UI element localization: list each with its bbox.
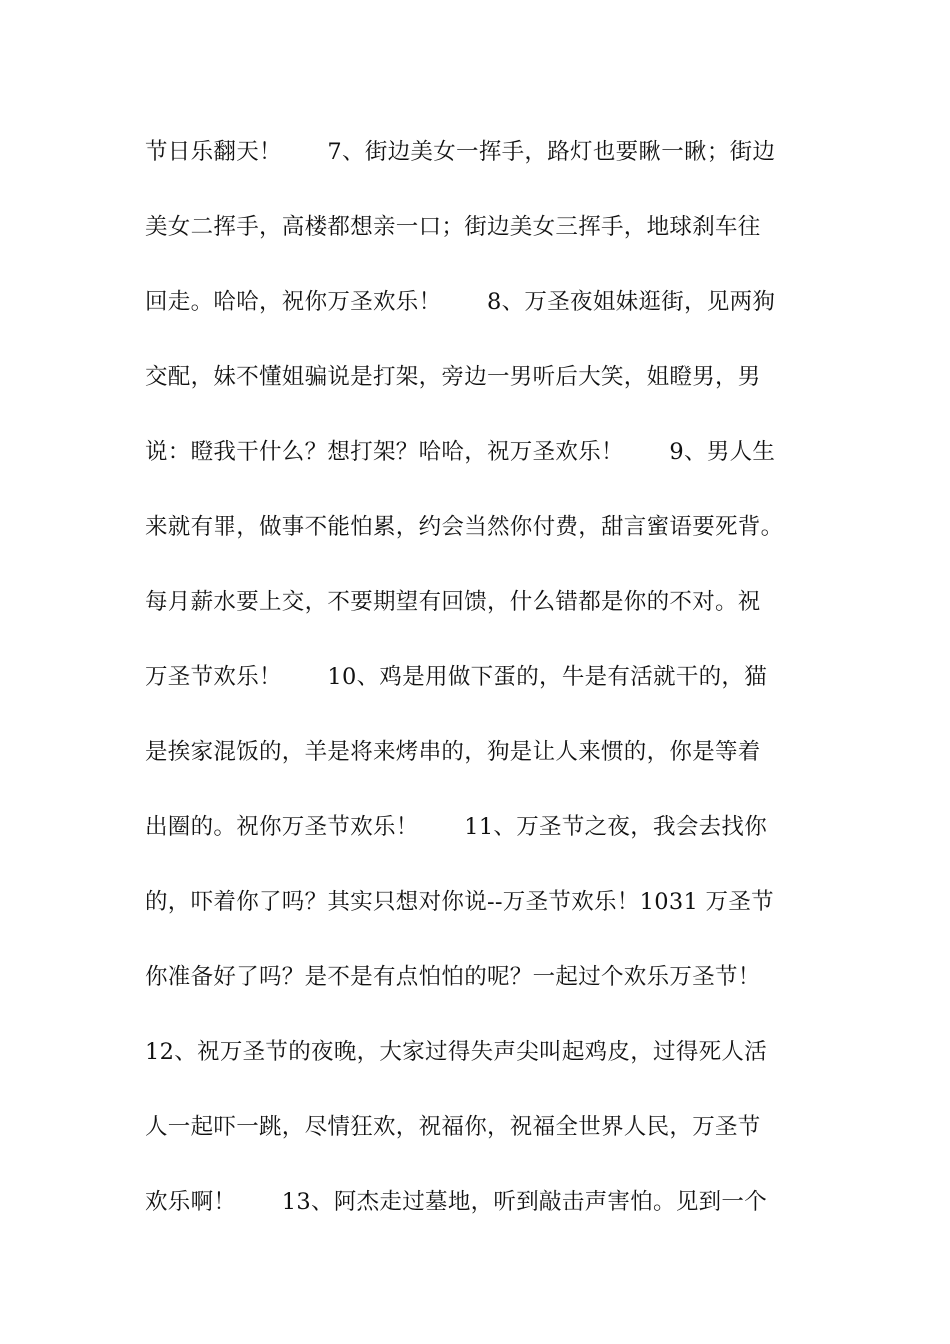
text-line: 出圈的。祝你万圣节欢乐！ 11、万圣节之夜，我会去找你 <box>145 814 768 840</box>
text-line: 是挨家混饭的，羊是将来烤串的，狗是让人来惯的，你是等着 <box>145 739 761 765</box>
text-line: 交配，妹不懂姐骗说是打架，旁边一男听后大笑，姐瞪男，男 <box>145 364 761 390</box>
text-line: 来就有罪，做事不能怕累，约会当然你付费，甜言蜜语要死背。 <box>145 514 784 540</box>
text-line: 的，吓着你了吗？其实只想对你说--万圣节欢乐！1031 万圣节 <box>145 889 774 915</box>
text-line: 欢乐啊！ 13、阿杰走过墓地，听到敲击声害怕。见到一个 <box>145 1189 768 1215</box>
text-line: 人一起吓一跳，尽情狂欢，祝福你，祝福全世界人民，万圣节 <box>145 1114 761 1140</box>
text-line: 万圣节欢乐！ 10、鸡是用做下蛋的，牛是有活就干的，猫 <box>145 664 768 690</box>
text-line: 说：瞪我干什么？想打架？哈哈，祝万圣欢乐！ 9、男人生 <box>145 439 776 465</box>
text-line: 回走。哈哈，祝你万圣欢乐！ 8、万圣夜姐妹逛街，见两狗 <box>145 289 776 315</box>
body-text <box>145 128 825 1253</box>
text-line: 12、祝万圣节的夜晚，大家过得失声尖叫起鸡皮，过得死人活 <box>145 1039 768 1065</box>
text-line: 美女二挥手，高楼都想亲一口；街边美女三挥手，地球刹车往 <box>145 214 761 240</box>
text-line: 每月薪水要上交，不要期望有回馈，什么错都是你的不对。祝 <box>145 589 761 615</box>
text-line: 节日乐翻天！ 7、街边美女一挥手，路灯也要瞅一瞅；街边 <box>145 139 776 165</box>
text-line: 你准备好了吗？是不是有点怕怕的呢？一起过个欢乐万圣节！ <box>145 964 761 990</box>
